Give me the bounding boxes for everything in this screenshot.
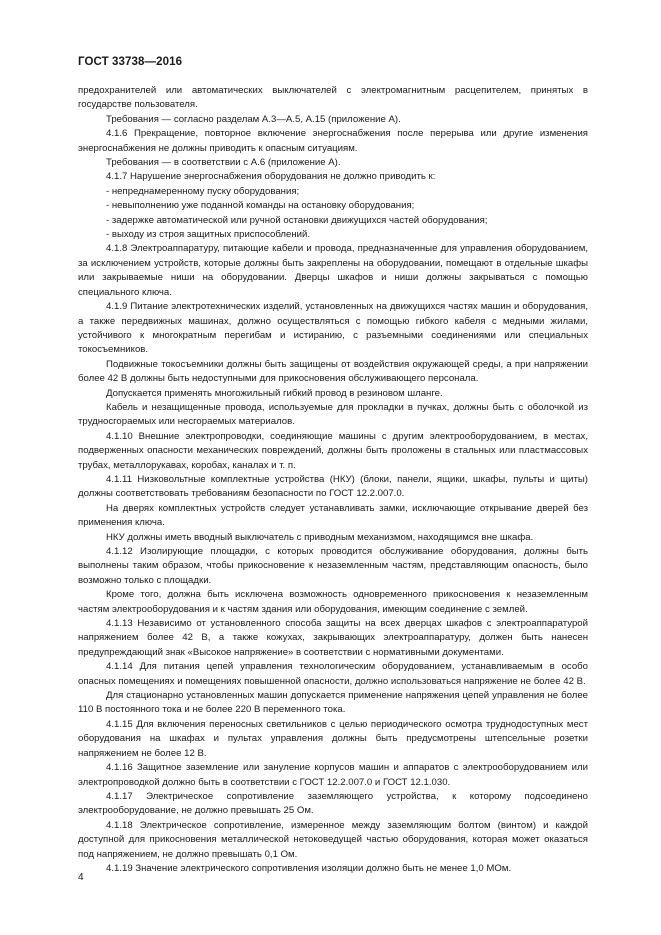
paragraph: 4.1.10 Внешние электропроводки, соединяющие машины с другим электрооборудованием, в местах, подверженных опасности механических повреждений, должны быть проложены в стальных или пластмассовых трубах, металлорукавах, коробах, каналах и т. п. <box>78 430 588 471</box>
list-item: - невыполнению уже поданной команды на остановку оборудования; <box>106 200 415 212</box>
list-item: - выходу из строя защитных приспособлений. <box>106 229 311 241</box>
paragraph: 4.1.6 Прекращение, повторное включение энергоснабжения после перерыва или другие изменения энергоснабжения не должны приводить к опасным ситуациям. <box>78 128 588 154</box>
paragraph: 4.1.17 Электрическое сопротивление заземляющего устройства, к которому подсоединено электрооборудование, не должно превышать 25 Ом. <box>78 790 588 817</box>
paragraph: 4.1.19 Значение электрического сопротивления изоляции должно быть не менее 1,0 МОм. <box>106 862 512 874</box>
paragraph: 4.1.11 Низковольтные комплектные устройства (НКУ) (блоки, панели, ящики, шкафы, пульты и щиты) должны соответствовать требованиям безопасности по ГОСТ 12.2.007.0. <box>78 473 588 500</box>
paragraph: 4.1.8 Электроаппаратуру, питающие кабели и провода, предназначенные для управления оборудованием, за исключением устройств, которые должны быть закреплены на оборудовании, помещают в отдельные шкафы или закрываемые ниши на оборудовании. Дверцы шкафов и ниши должны закрываться с помощью специального ключа. <box>78 243 588 298</box>
document-body <box>78 84 588 876</box>
paragraph: Кабель и незащищенные провода, используемые для прокладки в пучках, должны быть с оболочкой из трудносгораемых или несгораемых материалов. <box>78 401 588 428</box>
paragraph: На дверях комплектных устройств следует устанавливать замки, исключающие открывание дверей без применения ключа. <box>78 502 588 529</box>
paragraph: Требования — согласно разделам А.3—А.5, А.15 (приложение А). <box>106 113 401 125</box>
paragraph: 4.1.18 Электрическое сопротивление, измеренное между заземляющим болтом (винтом) и каждой доступной для прикосновения металлической нетоковедущей частью оборудования, которая может оказаться под напряжением, не должно превышать 0,1 Ом. <box>78 819 588 860</box>
paragraph: 4.1.15 Для включения переносных светильников с целью периодического осмотра труднодоступных мест оборудования на шкафах и пультах управления должны быть предусмотрены штепсельные розетки напряжением не более 12 В. <box>78 718 588 759</box>
paragraph: 4.1.13 Независимо от установленного способа защиты на всех дверцах шкафов с электроаппаратурой напряжением более 42 В, а также кожухах, закрывающих электроаппаратуру, должен быть нанесен предупреждающий знак «Высокое напряжение» в соответствии с нормативными документами. <box>78 618 588 658</box>
paragraph: Допускается применять многожильный гибкий провод в резиновом шланге. <box>106 387 443 399</box>
paragraph: 4.1.9 Питание электротехнических изделий, установленных на движущихся частях машин и оборудования, а также передвижных машинах, должно осуществляться с помощью гибкого кабеля с медными жилами, устойчивого к многократным перегибам и истиранию, с разъемными соединениями или специальных токосъемников. <box>78 301 588 356</box>
paragraph: предохранителей или автоматических выключателей с электромагнитным расцепителем, принятых в государстве пользователя. <box>78 85 588 111</box>
paragraph: 4.1.14 Для питания цепей управления технологическим оборудованием, устанавливаемым в особо опасных помещениях и помещениях повышенной опасности, должно использоваться напряжение не более 42 В. <box>78 661 588 687</box>
page-header: ГОСТ 33738—2016 <box>78 56 183 68</box>
paragraph: Подвижные токосъемники должны быть защищены от воздействия окружающей среды, а при напряжении более 42 В должны быть недоступными для прикосновения обслуживающего персонала. <box>78 358 588 385</box>
paragraph: Кроме того, должна быть исключена возможность одновременного прикосновения к незаземленным частям электрооборудования и к частям здания или оборудования, имеющим соединение с землей. <box>78 589 588 615</box>
paragraph: 4.1.12 Изолирующие площадки, с которых проводится обслуживание оборудования, должны быть выполнены таким образом, чтобы прикосновение к незаземленным частям, представляющим опасность, было возможно только с площадки. <box>78 546 588 586</box>
paragraph: Требования — в соответствии с А.6 (приложение А). <box>106 157 341 169</box>
paragraph: 4.1.16 Защитное заземление или зануление корпусов машин и аппаратов с электрооборудованием или электропроводкой должно быть в соответствии с ГОСТ 12.2.007.0 и ГОСТ 12.1.030. <box>78 762 588 788</box>
paragraph: Для стационарно установленных машин допускается применение напряжения цепей управления не более 110 В постоянного тока и не более 220 В переменного тока. <box>78 690 588 716</box>
page-number: 4 <box>78 872 84 883</box>
list-item: - задержке автоматической или ручной остановки движущихся частей оборудования; <box>106 214 488 226</box>
paragraph: 4.1.7 Нарушение энергоснабжения оборудования не должно приводить к: <box>106 171 436 183</box>
list-item: - непреднамеренному пуску оборудования; <box>106 185 300 197</box>
paragraph: НКУ должны иметь вводный выключатель с приводным механизмом, находящимся вне шкафа. <box>106 531 534 543</box>
